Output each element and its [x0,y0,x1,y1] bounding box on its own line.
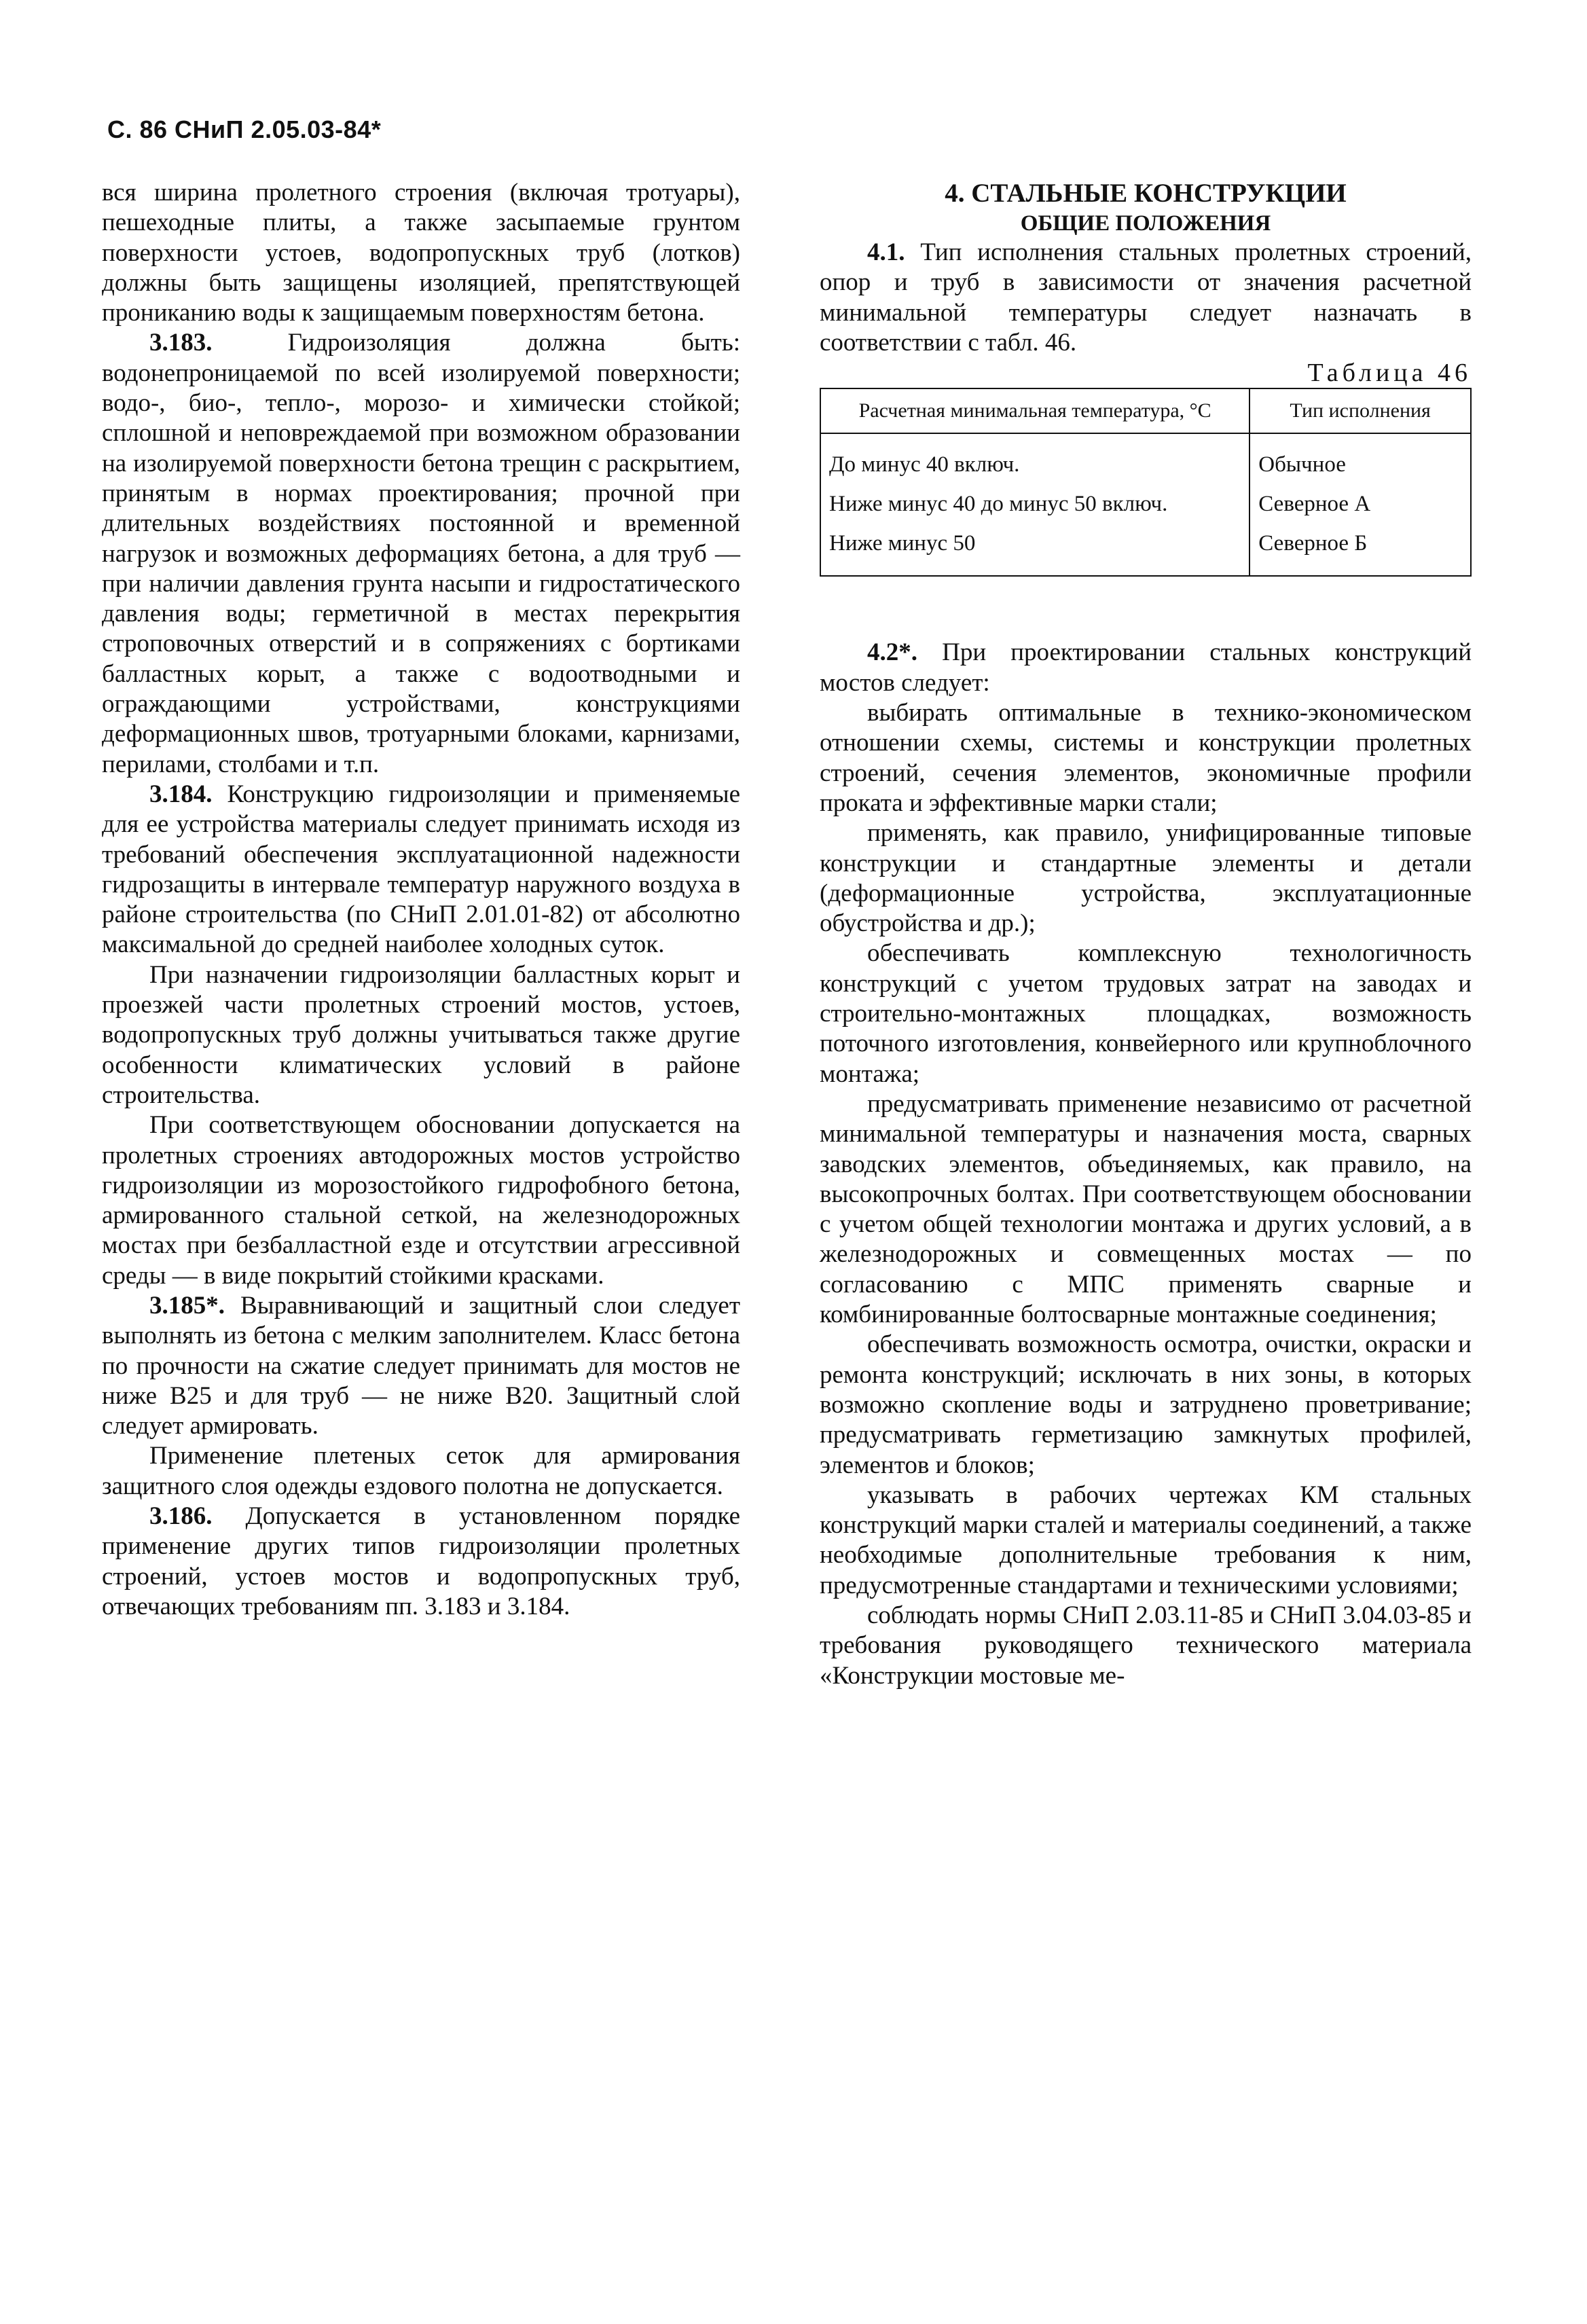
table-cell: Ниже минус 40 до минус 50 включ. [820,484,1249,524]
list-item: соблюдать нормы СНиП 2.03.11-85 и СНиП 3.04.03-85 и требования руководящего технического материала «Конструкции мостовые ме- [820,1601,1472,1690]
paragraph-3-184-climate: При назначении гидроизоляции балластных корыт и проезжей части пролетных строений мостов, устоев, водопропускных труб должны учитываться также другие особенности климатических условий в районе строительства. [102,960,740,1109]
list-item: обеспечивать возможность осмотра, очистки, окраски и ремонта конструкций; исключать в них зоны, в которых возможно скопление воды и затруднено проветривание; предусматривать герметизацию замкнутых профилей, элементов и блоков; [820,1330,1472,1479]
paragraph-3-184-concrete: При соответствующем обосновании допускается на пролетных строениях автодорожных мостов устройство гидроизоляции из морозостойкого гидрофобного бетона, армированного стальной сеткой, на железнодорожных мостах при безбалластной езде и отсутствии агрессивной среды — в виде покрытий стойкими красками. [102,1111,740,1290]
table-cell: Ниже минус 50 [820,524,1249,576]
table-header-type: Тип исполнения [1249,388,1471,433]
table-cell: Северное Б [1249,524,1471,576]
table-caption: Таблица 46 [1307,359,1472,388]
table-row [820,484,1471,524]
right-column [820,178,1472,1691]
subsection-title: ОБЩИЕ ПОЛОЖЕНИЯ [1020,211,1271,236]
table-header-row [820,388,1471,433]
left-column [102,178,740,1622]
paragraph-3-185-mesh: Применение плетеных сеток для армирования защитного слоя одежды ездового полотна не допускается. [102,1442,740,1500]
table-row [820,433,1471,484]
paragraph-4-2: 4.2*. При проектировании стальных конструкций мостов следует: [820,638,1472,697]
list-item: указывать в рабочих чертежах КМ стальных конструкций марки сталей и материалы соединений, а также необходимые дополнительные требования к ним, предусмотренные стандартами и техническими условиями; [820,1481,1472,1599]
list-item: выбирать оптимальные в технико-экономическом отношении схемы, системы и конструкции пролетных строений, сечения элементов, экономичные профили проката и эффективные марки стали; [820,699,1472,817]
page-header: С. 86 СНиП 2.05.03-84* [107,115,382,143]
paragraph-continuation: вся ширина пролетного строения (включая тротуары), пешеходные плиты, а также засыпаемые грунтом поверхности устоев, водопропускных труб (лотков) должны быть защищены изоляцией, препятствующей прониканию воды к защищаемым поверхностям бетона. [102,179,740,327]
section-title: 4. СТАЛЬНЫЕ КОНСТРУКЦИИ [945,179,1347,208]
paragraph-3-184: 3.184. Конструкцию гидроизоляции и применяемые для ее устройства материалы следует принимать исходя из требований обеспечения эксплуатационной надежности гидрозащиты в интервале температур наружного воздуха в районе строительства (по СНиП 2.01.01-82) от абсолютно максимальной до средней наиболее холодных суток. [102,780,740,959]
table-row [820,524,1471,576]
table-cell: До минус 40 включ. [820,433,1249,484]
list-item: обеспечивать комплексную технологичность конструкций с учетом трудовых затрат на заводах и строительно-монтажных площадках, возможность поточного изготовления, конвейерного или крупноблочного монтажа; [820,939,1472,1088]
table-header-temperature: Расчетная минимальная температура, °С [820,388,1249,433]
list-item: применять, как правило, унифицированные типовые конструкции и стандартные элементы и детали (деформационные устройства, эксплуатационные обустройства и др.); [820,819,1472,938]
paragraph-3-185: 3.185*. Выравнивающий и защитный слои следует выполнять из бетона с мелким заполнителем. Класс бетона по прочности на сжатие следует принимать для мостов не ниже В25 и для труб — не ниже В20. Защитный слой следует армировать. [102,1291,740,1440]
paragraph-3-186: 3.186. Допускается в установленном порядке применение других типов гидроизоляции пролетных строений, устоев мостов и водопропускных труб, отвечающих требованиям пп. 3.183 и 3.184. [102,1502,740,1620]
table-cell: Северное А [1249,484,1471,524]
table-cell: Обычное [1249,433,1471,484]
table-46 [820,388,1472,577]
paragraph-3-183: 3.183. Гидроизоляция должна быть: водонепроницаемой по всей изолируемой поверхности; водо-, био-, тепло-, морозо- и химически стойкой; сплошной и неповреждаемой при возможном образовании на изолируемой поверхности бетона трещин с раскрытием, принятым в нормах проектирования; прочной при длительных воздействиях постоянной и временной нагрузок и возможных деформациях бетона, а для труб — при наличии давления грунта насыпи и гидростатического давления воды; герметичной в местах перекрытия строповочных отверстий и в сопряжениях с бортиками балластных корыт, а также с водоотводными и ограждающими устройствами, конструкциями деформационных швов, тротуарными блоками, карнизами, перилами, столбами и т.п. [102,329,740,778]
list-item: предусматривать применение независимо от расчетной минимальной температуры и назначения моста, сварных заводских элементов, объединяемых, как правило, на высокопрочных болтах. При соответствующем обосновании с учетом общей технологии монтажа и других условий, а в железнодорожных и совмещенных мостах — по согласованию с МПС применять сварные и комбинированные болтосварные монтажные соединения; [820,1089,1472,1329]
paragraph-4-1: 4.1. Тип исполнения стальных пролетных строений, опор и труб в зависимости от значения расчетной минимальной температуры следует назначать в соответствии с табл. 46. [820,238,1472,357]
